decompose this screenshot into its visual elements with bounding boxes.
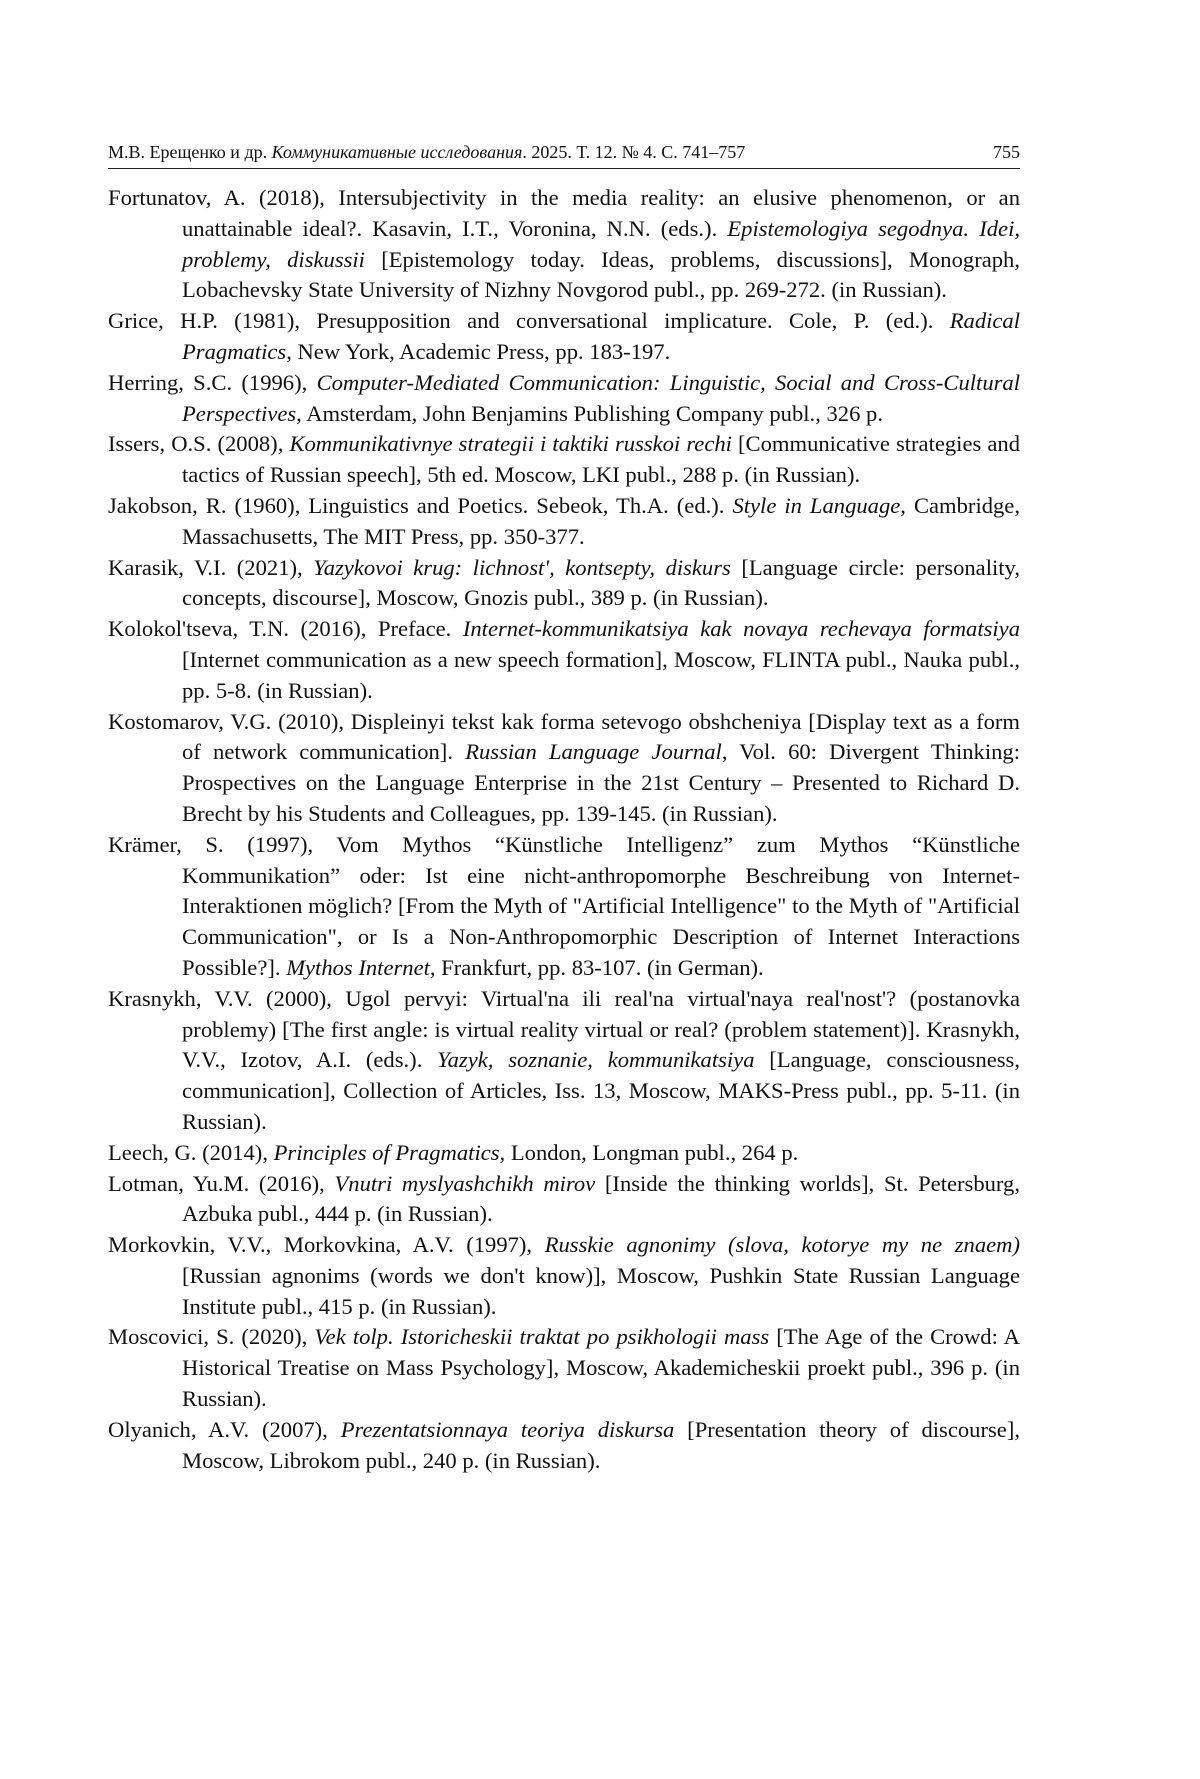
reference-entry: Issers, O.S. (2008), Kommunikativnye strategii i taktiki russkoi rechi [Communicative strategies and tactics of Russian speech], 5th ed. Moscow, LKI publ., 288 p. (in Russian). xyxy=(108,431,1020,488)
reference-entry: Moscovici, S. (2020), Vek tolp. Istoricheskii traktat po psikhologii mass [The Age of the Crowd: A Historical Treatise on Mass Psychology], Moscow, Akademicheskii proekt publ., 396 p. (in Russian). xyxy=(108,1324,1021,1412)
reference-entry: Morkovkin, V.V., Morkovkina, A.V. (1997), Russkie agnonimy (slova, kotorye my ne znaem) [Russian agnonims (words we don't know)], Moscow, Pushkin State Russian Language Institute publ., 415 p. (in Russian). xyxy=(108,1232,1020,1319)
running-head xyxy=(108,140,1020,169)
reference-entry: Leech, G. (2014), Principles of Pragmatics, London, Longman publ., 264 p. xyxy=(108,1139,799,1165)
reference-entry: Herring, S.C. (1996), Computer-Mediated Communication: Linguistic, Social and Cross-Cultural Perspectives, Amsterdam, John Benjamins Publishing Company publ., 326 p. xyxy=(108,369,1020,426)
header-journal: Коммуникативные исследования xyxy=(271,142,523,162)
reference-entry: Krämer, S. (1997), Vom Mythos “Künstliche Intelligenz” zum Mythos “Künstliche Kommunikation” oder: Ist eine nicht-anthropomorphe Beschreibung von Internet-Interaktionen möglich? [From the Myth of "Artificial Intelligence" to the Myth of "Artificial Communication", or Is a Non-Anthropomorphic Description of Internet Interactions Possible?]. Mythos Internet, Frankfurt, pp. 83-107. (in German). xyxy=(108,831,1020,980)
reference-entry: Kostomarov, V.G. (2010), Displeinyi tekst kak forma setevogo obshcheniya [Display text as a form of network communication]. Russian Language Journal, Vol. 60: Divergent Thinking: Prospectives on the Language Enterprise in the 21st Century – Presented to Richard D. Brecht by his Students and Colleagues, pp. 139-145. (in Russian). xyxy=(108,708,1020,826)
reference-entry: Lotman, Yu.M. (2016), Vnutri myslyashchikh mirov [Inside the thinking worlds], St. Petersburg, Azbuka publ., 444 p. (in Russian). xyxy=(108,1170,1020,1227)
reference-entry: Karasik, V.I. (2021), Yazykovoi krug: lichnost', kontsepty, diskurs [Language circle: personality, concepts, discourse], Moscow, Gnozis publ., 389 p. (in Russian). xyxy=(108,554,1021,611)
running-head-citation xyxy=(108,140,745,164)
reference-entry: Grice, H.P. (1981), Presupposition and conversational implicature. Cole, P. (ed.). Radical Pragmatics, New York, Academic Press, pp. 183-197. xyxy=(108,308,1020,364)
reference-entry: Kolokol'tseva, T.N. (2016), Preface. Internet-kommunikatsiya kak novaya rechevaya formatsiya [Internet communication as a new speech formation], Moscow, FLINTA publ., Nauka publ., pp. 5-8. (in Russian). xyxy=(108,616,1020,703)
reference-list xyxy=(108,183,1020,1476)
reference-entry: Olyanich, A.V. (2007), Prezentatsionnaya teoriya diskursa [Presentation theory of discourse], Moscow, Librokom publ., 240 p. (in Russian). xyxy=(108,1416,1020,1473)
reference-entry: Krasnykh, V.V. (2000), Ugol pervyi: Virtual'na ili real'na virtual'naya real'nost'? (postanovka problemy) [The first angle: is virtual reality virtual or real? (problem statement)]. Krasnykh, V.V., Izotov, A.I. (eds.). Yazyk, soznanie, kommunikatsiya [Language, consciousness, communication], Collection of Articles, Iss. 13, Moscow, MAKS-Press publ., pp. 5-11. (in Russian). xyxy=(108,985,1020,1134)
header-details: . 2025. Т. 12. № 4. С. 741–757 xyxy=(522,142,746,162)
page xyxy=(108,140,1020,1476)
reference-entry: Jakobson, R. (1960), Linguistics and Poetics. Sebeok, Th.A. (ed.). Style in Language, Cambridge, Massachusetts, The MIT Press, pp. 350-377. xyxy=(108,492,1020,549)
reference-entry: Fortunatov, A. (2018), Intersubjectivity in the media reality: an elusive phenomenon, or an unattainable ideal?. Kasavin, I.T., Voronina, N.N. (eds.). Epistemologiya segodnya. Idei, problemy, diskussii [Epistemology today. Ideas, problems, discussions], Monograph, Lobachevsky State University of Nizhny Novgorod publ., pp. 269-272. (in Russian). xyxy=(108,185,1020,303)
header-authors: М.В. Ерещенко и др. xyxy=(108,142,272,162)
page-number: 755 xyxy=(993,142,1020,162)
